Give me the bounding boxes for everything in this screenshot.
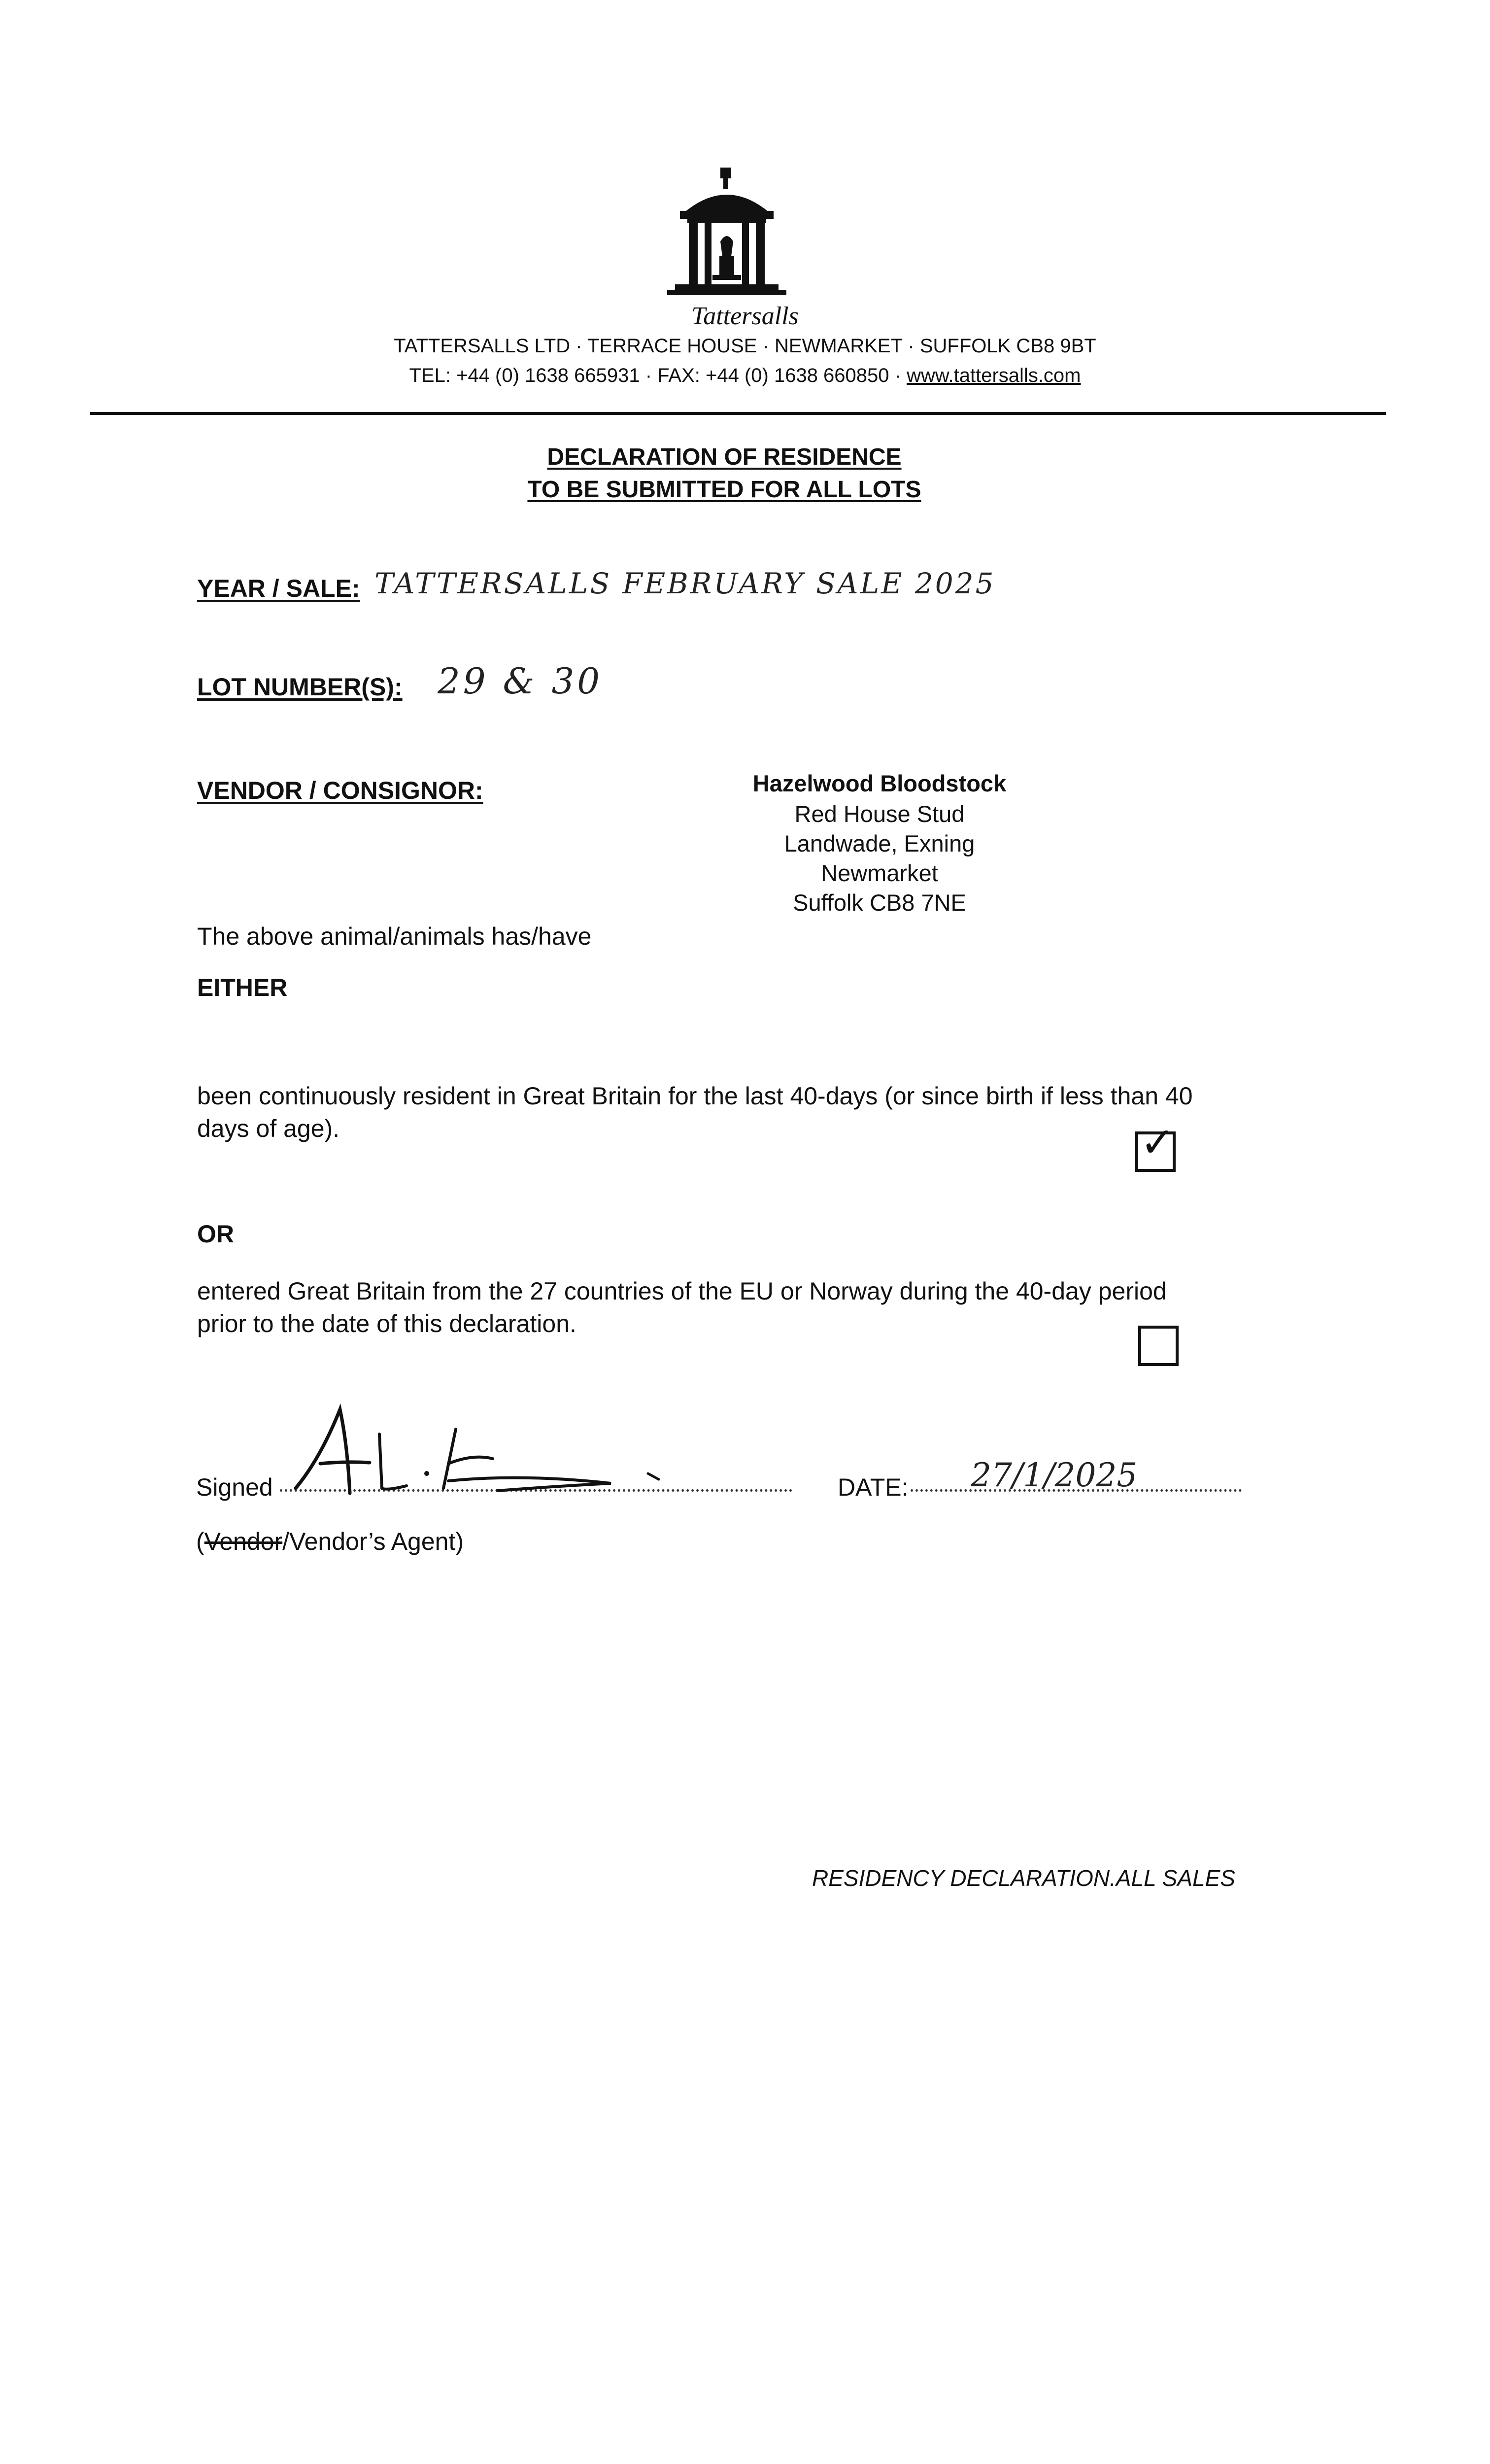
- check-mark-icon: ✓: [1140, 1119, 1175, 1165]
- brand-name: Tattersalls: [691, 302, 799, 330]
- vendor-label: VENDOR / CONSIGNOR:: [197, 777, 483, 804]
- vendor-name: Hazelwood Bloodstock: [752, 770, 1007, 796]
- contact-numbers: TEL: +44 (0) 1638 665931 · FAX: +44 (0) 1638 660850 ·: [409, 365, 907, 386]
- option2-checkbox[interactable]: [1138, 1326, 1179, 1366]
- title-line-2: TO BE SUBMITTED FOR ALL LOTS: [527, 477, 921, 503]
- lot-number-value[interactable]: 29 & 30: [438, 660, 603, 702]
- vendor-address-line: Newmarket: [821, 860, 938, 886]
- vendor-address-line: Red House Stud: [794, 801, 965, 827]
- role-vendor-struck: Vendor: [204, 1528, 283, 1555]
- lot-number-label: LOT NUMBER(S):: [197, 673, 403, 701]
- option1-text-line1: been continuously resident in Great Britain for the last 40-days (or since birth if less than 40: [197, 1082, 1193, 1110]
- role-vendor-agent: /Vendor’s Agent): [282, 1528, 464, 1555]
- option1-checkbox[interactable]: [1135, 1119, 1176, 1172]
- cupola-logo-icon: [665, 168, 788, 306]
- address-line: TATTERSALLS LTD · TERRACE HOUSE · NEWMARKET · SUFFOLK CB8 9BT: [394, 335, 1096, 357]
- website-link[interactable]: www.tattersalls.com: [907, 365, 1081, 386]
- option1-text-line2: days of age).: [197, 1115, 340, 1142]
- role-open-paren: (: [196, 1528, 204, 1555]
- vendor-address-line: Landwade, Exning: [784, 830, 975, 856]
- signed-label: Signed: [196, 1473, 273, 1501]
- date-label: DATE:: [838, 1473, 909, 1501]
- vendor-address-line: Suffolk CB8 7NE: [793, 890, 966, 916]
- title-line-1: DECLARATION OF RESIDENCE: [547, 444, 902, 470]
- header-rule: [90, 412, 1386, 415]
- year-sale-label: YEAR / SALE:: [197, 575, 360, 602]
- tattersalls-logo: [665, 168, 788, 306]
- year-sale-value[interactable]: TATTERSALLS FEBRUARY SALE 2025: [374, 567, 996, 600]
- signatory-role: [196, 1525, 464, 1558]
- handwritten-signature-icon: [286, 1400, 680, 1503]
- contact-line: [0, 365, 1490, 387]
- option2-text-line1: entered Great Britain from the 27 countries of the EU or Norway during the 40-day period: [197, 1277, 1167, 1305]
- form-code: RESIDENCY DECLARATION.ALL SALES: [812, 1865, 1235, 1891]
- date-value[interactable]: 27/1/2025: [971, 1456, 1138, 1494]
- option2-text-line2: prior to the date of this declaration.: [197, 1310, 576, 1337]
- or-label: OR: [197, 1220, 234, 1248]
- either-label: EITHER: [197, 974, 288, 1001]
- declaration-intro: The above animal/animals has/have: [197, 923, 592, 950]
